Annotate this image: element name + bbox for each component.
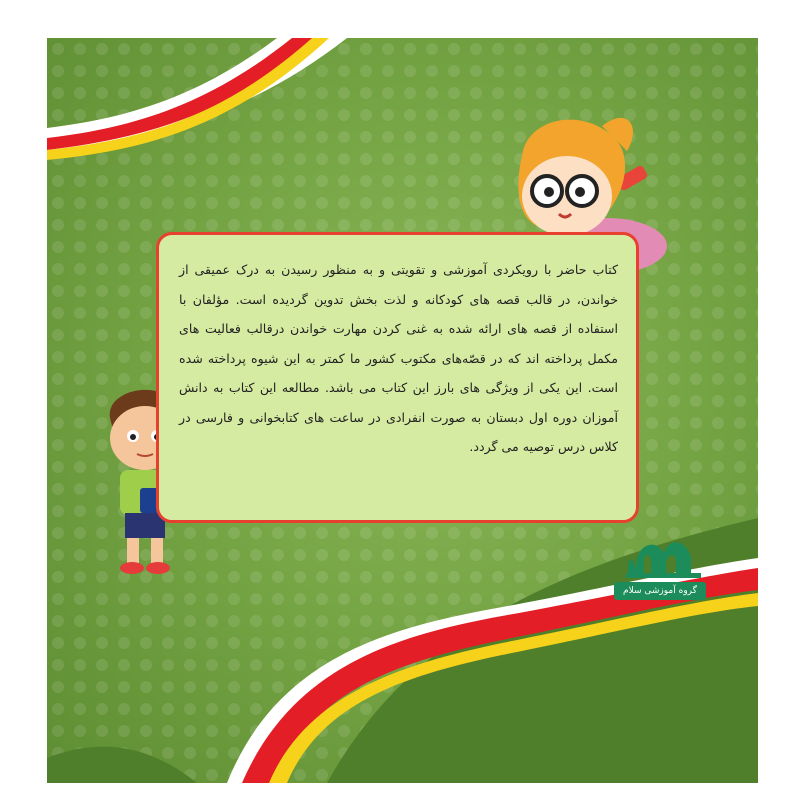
description-box: [156, 232, 639, 523]
logo-caption: گروه آموزشی سلام: [614, 582, 706, 600]
description-paragraph: کتاب حاضر با رویکردی آموزشی و تقویتی و به منظور رسیدن به درک عمیقی از خواندن، در قالب قصه های کودکانه و لذت بخش تدوین گردیده است. مؤلفان با استفاده از قصه های ارائه شده به غنی کردن مهارت خواندن درقالب فعالیت های مکمل پرداخته اند که در قصّه‌های مکتوب کشور ما کمتر به این شیوه پرداخته شده است. این یکی از ویژگی های بارز این کتاب می باشد. مطالعه این کتاب به دانش آموزان دوره اول دبستان به صورت انفرادی در ساعت های کتابخوانی و فارسی در کلاس درس توصیه می گردد.: [179, 262, 618, 454]
